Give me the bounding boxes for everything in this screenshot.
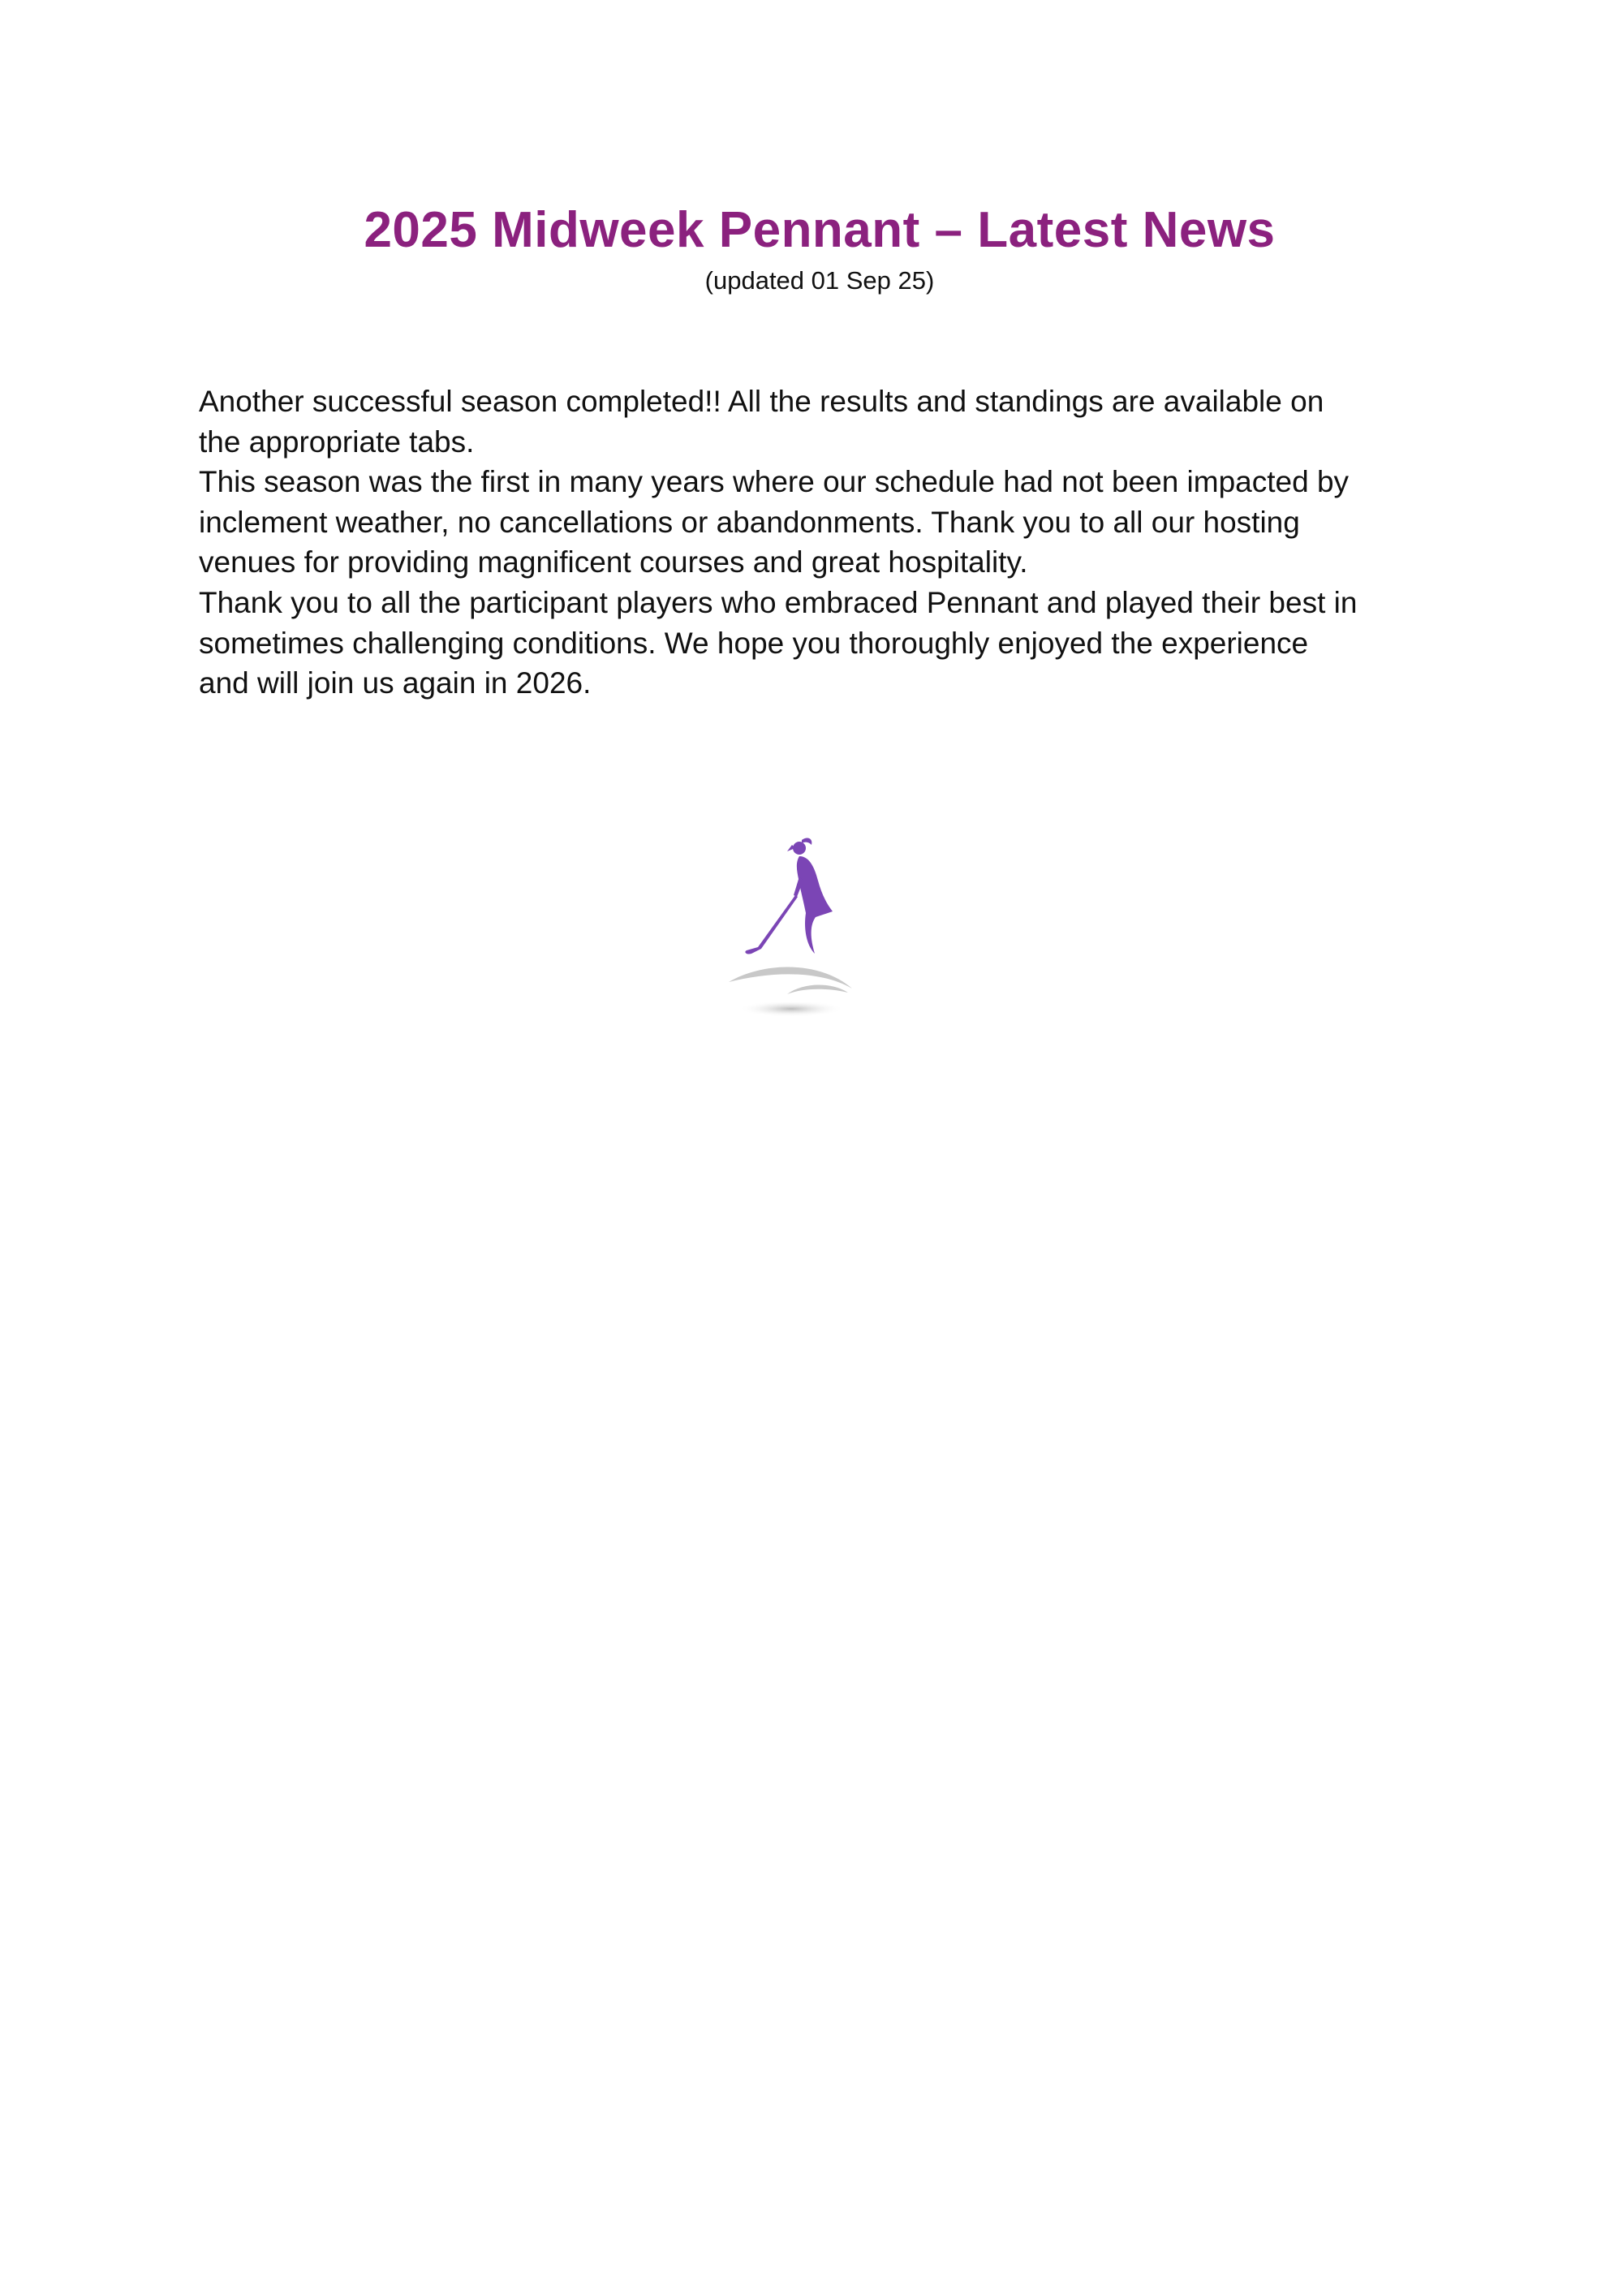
golfer-icon	[722, 832, 868, 1027]
body-line: venues for providing magnificent courses and great hospitality.	[199, 545, 1028, 579]
body-line: inclement weather, no cancellations or abandonments. Thank you to all our hosting	[199, 505, 1300, 539]
page-title: 2025 Midweek Pennant – Latest News	[364, 202, 1276, 258]
body-line: Another successful season completed!! All the results and standings are available on	[199, 385, 1324, 418]
body-line: This season was the first in many years where our schedule had not been impacted by	[199, 465, 1350, 499]
body-line: the appropriate tabs.	[199, 424, 475, 459]
body-line: and will join us again in 2026.	[199, 666, 592, 700]
updated-date: (updated 01 Sep 25)	[704, 266, 935, 295]
golfer-logo	[722, 832, 868, 1027]
body-line: Thank you to all the participant players who embraced Pennant and played their best in	[199, 585, 1358, 619]
news-body	[199, 381, 1465, 704]
body-line: sometimes challenging conditions. We hope you thoroughly enjoyed the experience	[199, 626, 1309, 660]
